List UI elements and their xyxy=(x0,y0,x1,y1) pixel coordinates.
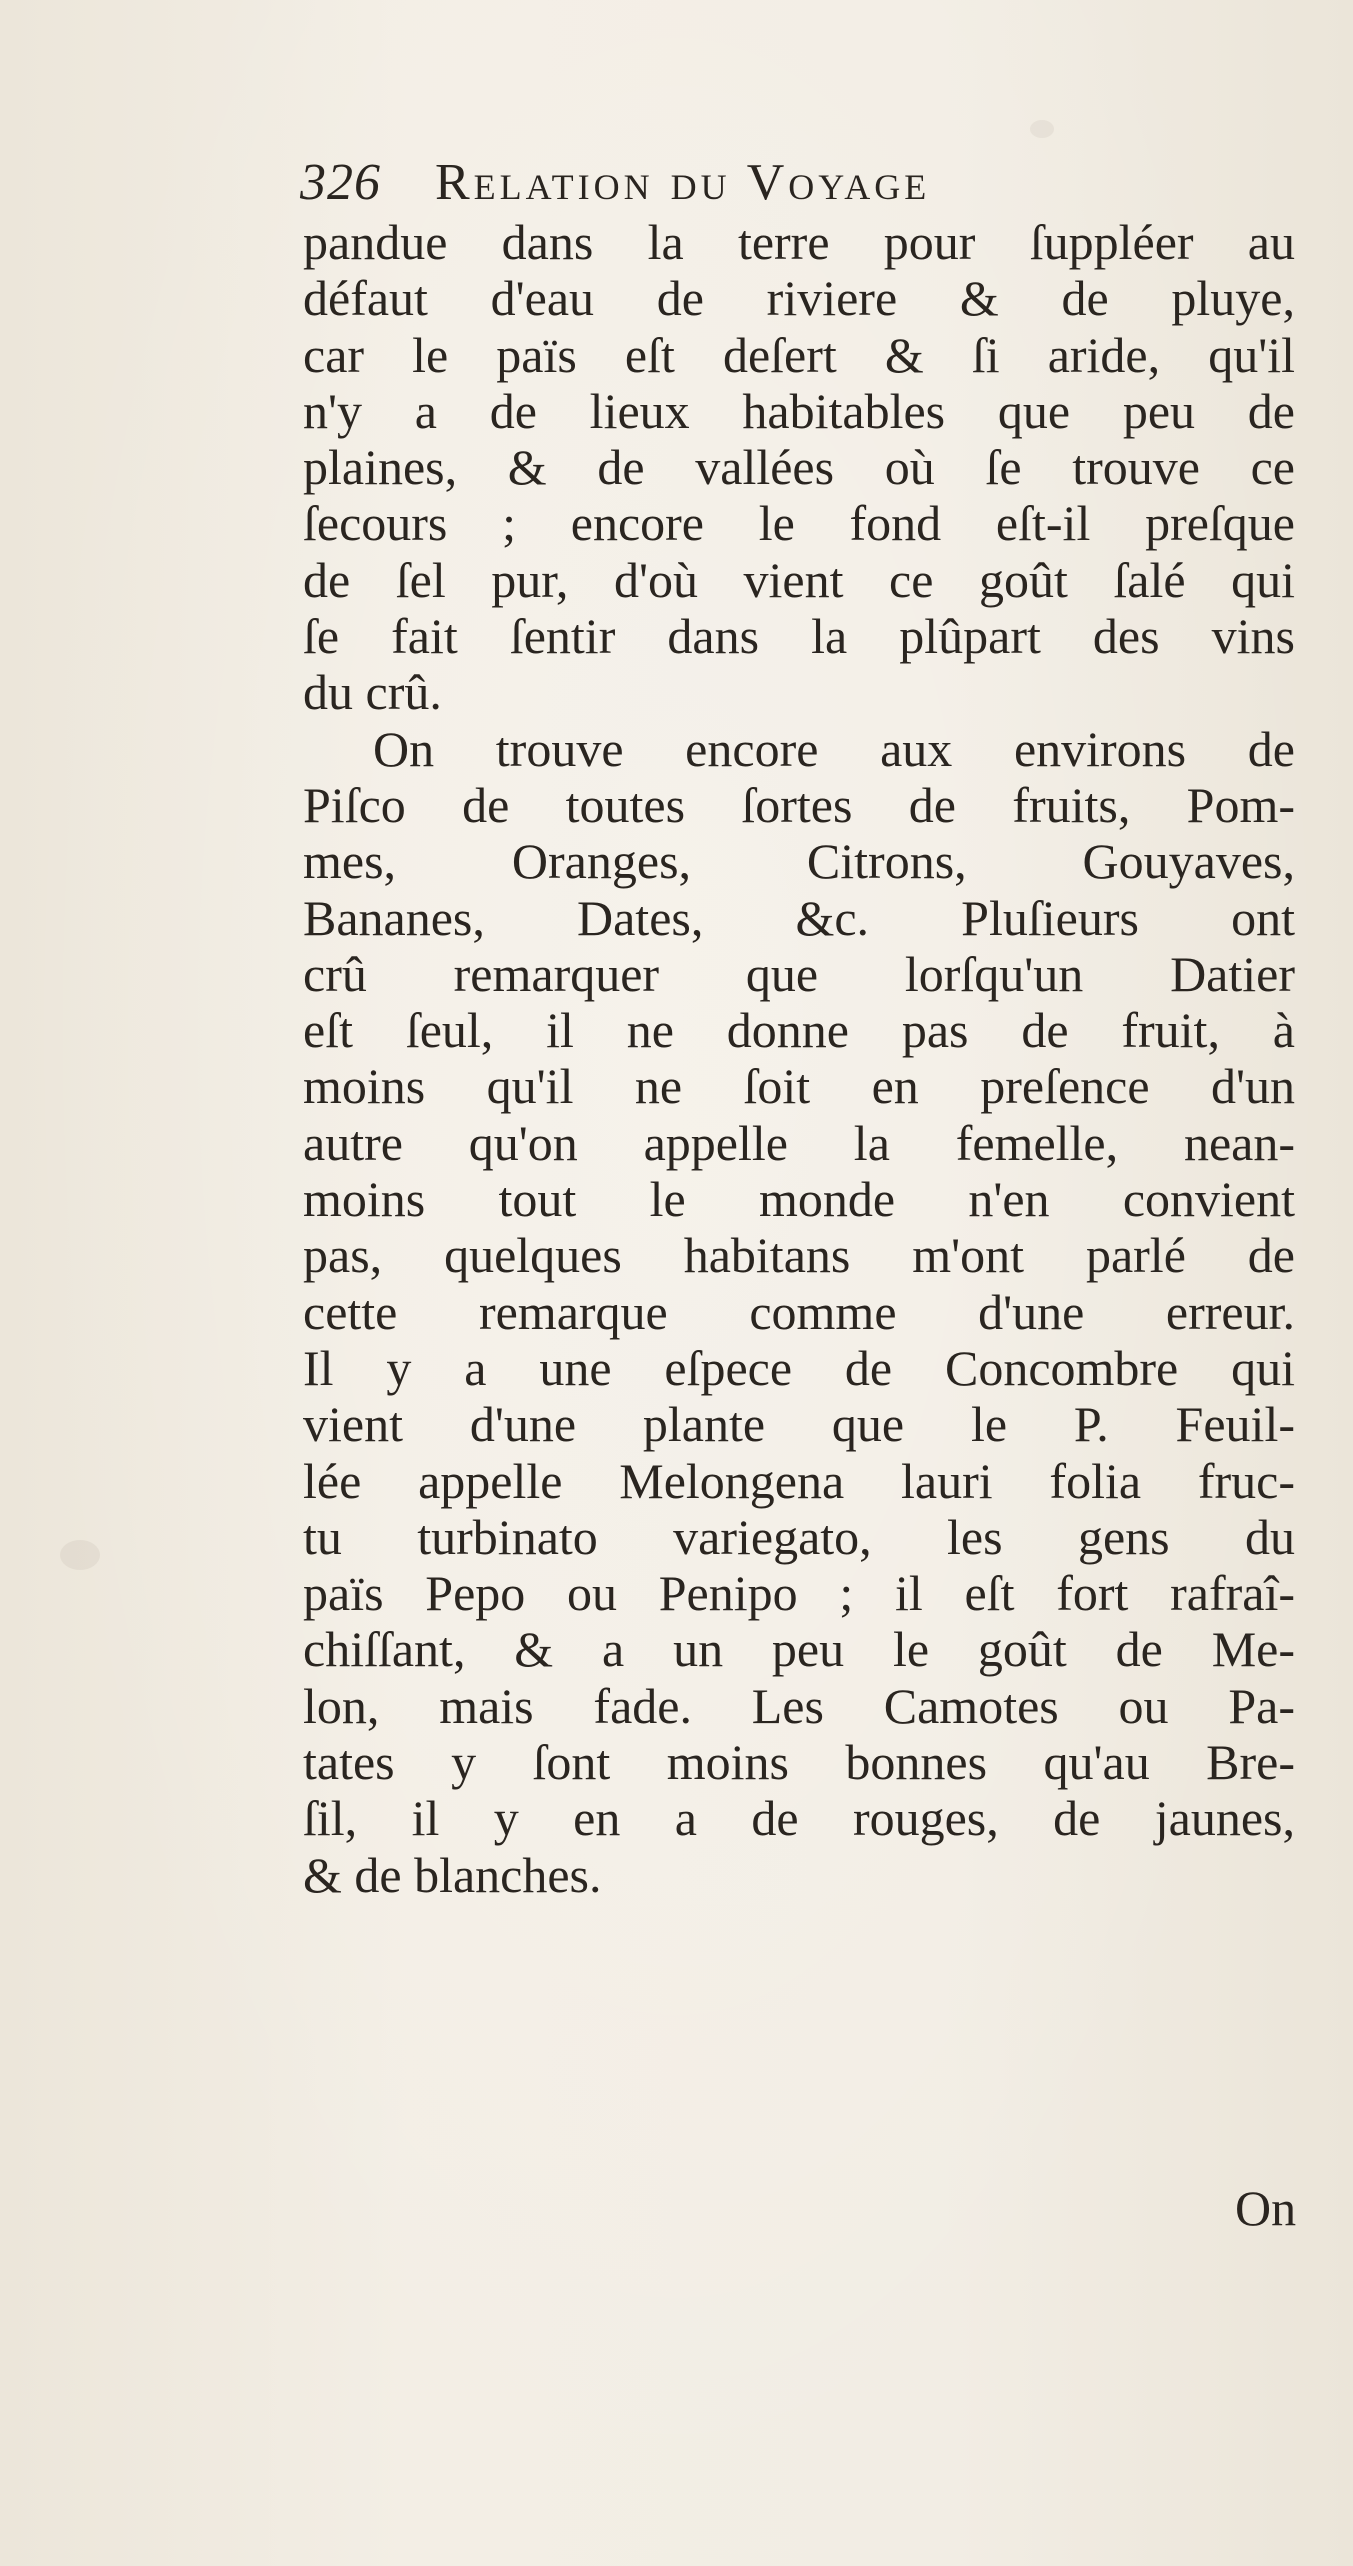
running-title: Relation du Voyage xyxy=(435,154,931,211)
text-line: tu turbinato variegato, les gens du xyxy=(303,1508,1295,1565)
text-line: tates y ſont moins bonnes qu'au Bre- xyxy=(303,1734,1295,1791)
text-line: ſil, il y en a de rouges, de jaunes, xyxy=(303,1790,1295,1847)
paragraph-start-line: On trouve encore aux environs de xyxy=(373,720,1295,777)
text-line: du crû. xyxy=(303,664,442,721)
text-line: défaut d'eau de riviere & de pluye, xyxy=(303,270,1295,327)
text-line: chiſſant, & a un peu le goût de Me- xyxy=(303,1621,1295,1678)
text-line: & de blanches. xyxy=(303,1846,602,1903)
text-line: lon, mais fade. Les Camotes ou Pa- xyxy=(303,1677,1295,1734)
paper-stain xyxy=(60,1540,100,1570)
text-line: n'y a de lieux habitables que peu de xyxy=(303,382,1295,439)
text-line: eſt ſeul, il ne donne pas de fruit, à xyxy=(303,1002,1295,1059)
catchword: On xyxy=(1235,2180,1297,2236)
text-line: vient d'une plante que le P. Feuil- xyxy=(303,1396,1295,1453)
paper-stain xyxy=(1030,120,1054,138)
text-line: mes, Oranges, Citrons, Gouyaves, xyxy=(303,833,1295,890)
text-line: lée appelle Melongena lauri folia fruc- xyxy=(303,1452,1295,1509)
text-line: crû remarquer que lorſqu'un Datier xyxy=(303,945,1295,1002)
running-header xyxy=(300,148,1200,218)
body-text xyxy=(303,214,1295,1903)
text-line: ſecours ; encore le fond eſt-il preſque xyxy=(303,495,1295,552)
page-number: 326 xyxy=(300,154,381,211)
text-line: ſe fait ſentir dans la plûpart des vins xyxy=(303,608,1295,665)
text-line: car le païs eſt deſert & ſi aride, qu'il xyxy=(303,326,1295,383)
text-line: Il y a une eſpece de Concombre qui xyxy=(303,1339,1295,1396)
text-line: moins tout le monde n'en convient xyxy=(303,1171,1295,1228)
text-line: Bananes, Dates, &c. Pluſieurs ont xyxy=(303,889,1295,946)
text-line: pandue dans la terre pour ſuppléer au xyxy=(303,214,1295,270)
text-line: païs Pepo ou Penipo ; il eſt fort rafraî- xyxy=(303,1565,1295,1622)
text-line: pas, quelques habitans m'ont parlé de xyxy=(303,1227,1295,1284)
text-line: Piſco de toutes ſortes de fruits, Pom- xyxy=(303,776,1295,833)
text-line: autre qu'on appelle la femelle, nean- xyxy=(303,1114,1295,1171)
text-line: moins qu'il ne ſoit en preſence d'un xyxy=(303,1058,1295,1115)
text-line: de ſel pur, d'où vient ce goût ſalé qui xyxy=(303,551,1295,608)
text-line: plaines, & de vallées où ſe trouve ce xyxy=(303,439,1295,496)
text-line: cette remarque comme d'une erreur. xyxy=(303,1283,1295,1340)
